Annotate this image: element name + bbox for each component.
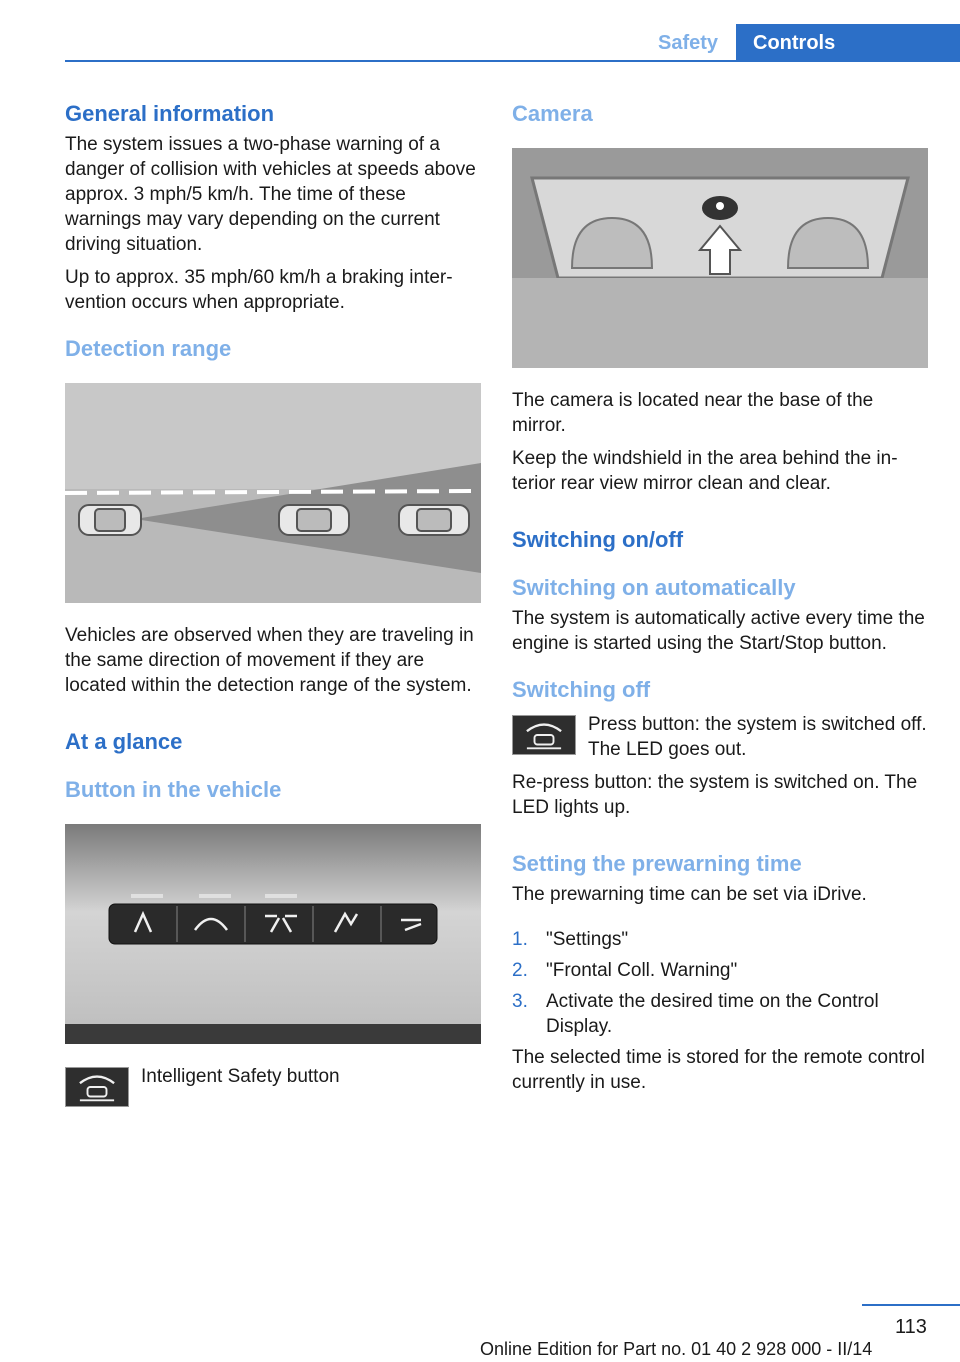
switching-on-automatically-paragraph: The system is automatically active every time the engine is started using the Start/Stop button. — [512, 608, 925, 654]
switching-on-automatically-heading: Switching on automatically — [512, 575, 796, 600]
prewarning-steps-list — [512, 927, 932, 1039]
setting-prewarning-time-heading: Setting the prewarning time — [512, 851, 802, 876]
at-a-glance-heading: At a glance — [65, 729, 183, 754]
left-column — [65, 100, 481, 1107]
edition-footer: Online Edition for Part no. 01 40 2 928 000 - II/14 — [480, 1339, 873, 1359]
list-item — [512, 927, 932, 952]
step-number: 2. — [512, 960, 528, 981]
vehicle-far-ahead-icon — [399, 505, 469, 535]
step-text: Activate the desired time on the Control Display. — [546, 991, 879, 1037]
switching-off-row — [512, 712, 932, 762]
step-number: 1. — [512, 929, 528, 950]
step-number: 3. — [512, 991, 528, 1012]
list-item — [512, 989, 932, 1039]
intelligent-safety-button-icon — [65, 1067, 129, 1107]
detection-range-heading: Detection range — [65, 336, 232, 361]
setting-prewarning-time-paragraph: The prewarning time can be set via iDrive. — [512, 884, 867, 905]
switching-off-heading: Switching off — [512, 677, 651, 702]
detection-range-paragraph: Vehicles are observed when they are traveling in the same direction of movement if they are located within the detection range of the system. — [65, 625, 474, 696]
camera-heading: Camera — [512, 101, 593, 126]
switching-off-paragraph-1: Press button: the system is switched off. The LED goes out. — [588, 714, 927, 760]
list-item — [512, 958, 932, 983]
button-panel-illustration — [65, 824, 481, 1044]
general-information-heading: General information — [65, 101, 275, 126]
camera-paragraph-1: The camera is located near the base of the mirror. — [512, 390, 874, 436]
detection-range-illustration — [65, 383, 481, 603]
stored-time-paragraph: The selected time is stored for the remote control currently in use. — [512, 1047, 925, 1093]
header-tab-controls: Controls — [736, 24, 960, 62]
intelligent-safety-button-icon — [512, 715, 576, 755]
camera-paragraph-2: Keep the windshield in the area behind the interior rear view mirror clean and clear. — [512, 448, 898, 494]
general-information-paragraph-2: Up to approx. 35 mph/60 km/h a braking intervention occurs when appropriate. — [65, 267, 453, 313]
right-column — [512, 100, 932, 1095]
camera-location-illustration — [512, 148, 928, 368]
step-text: "Settings" — [546, 929, 629, 950]
footer-rule — [862, 1304, 960, 1306]
step-text: "Frontal Coll. Warning" — [546, 960, 738, 981]
switching-on-off-heading: Switching on/off — [512, 527, 684, 552]
header-rule — [65, 60, 960, 62]
button-in-vehicle-heading: Button in the vehicle — [65, 777, 282, 802]
header-tab-safety: Safety — [657, 32, 719, 54]
vehicle-ahead-icon — [279, 505, 349, 535]
own-car-icon — [79, 505, 141, 535]
intelligent-safety-button-caption: Intelligent Safety button — [141, 1066, 340, 1087]
intelligent-safety-button-row — [65, 1064, 481, 1107]
switching-off-paragraph-2: Re-press button: the system is switched on. The LED lights up. — [512, 772, 918, 818]
general-information-paragraph-1: The system issues a two-phase warning of a danger of collision with vehicles at speeds above approx. 3 mph/5 km/h. The time of these warnings may vary depending on the current driving situation. — [65, 134, 476, 255]
page-number: 113 — [895, 1316, 927, 1338]
